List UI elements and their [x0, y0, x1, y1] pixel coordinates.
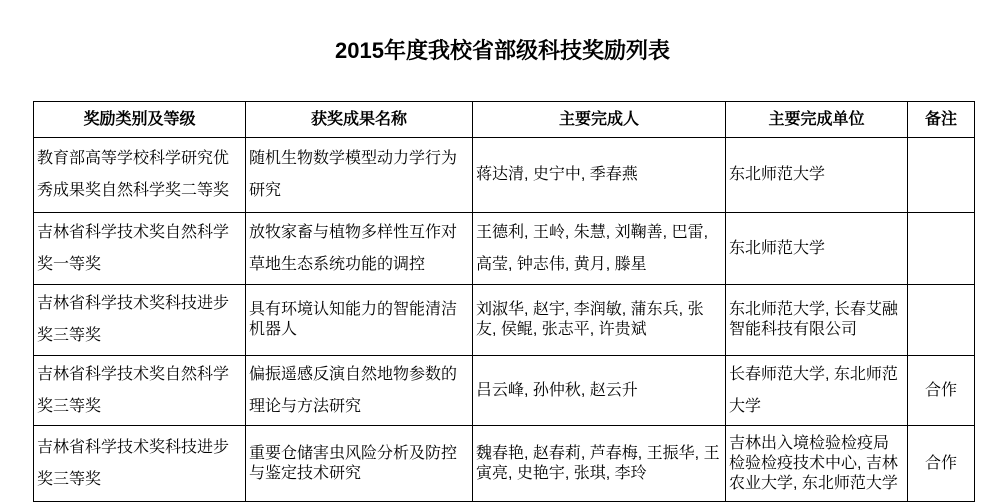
cell-main-units: 东北师范大学, 长春艾融智能科技有限公司	[726, 285, 908, 356]
column-header-remarks: 备注	[908, 102, 975, 138]
cell-main-units: 长春师范大学, 东北师范大学	[726, 356, 908, 426]
cell-main-contributors: 魏春艳, 赵春莉, 芦春梅, 王振华, 王寅亮, 史艳宇, 张琪, 李玲	[473, 426, 726, 502]
cell-main-contributors: 刘淑华, 赵宇, 李润敏, 蒲东兵, 张友, 侯鲲, 张志平, 许贵斌	[473, 285, 726, 356]
cell-award-category: 教育部高等学校科学研究优秀成果奖自然科学奖二等奖	[34, 138, 246, 213]
cell-achievement-name: 放牧家畜与植物多样性互作对草地生态系统功能的调控	[246, 213, 473, 285]
column-header-main-contributors: 主要完成人	[473, 102, 726, 138]
table-header-row	[34, 102, 975, 138]
column-header-main-units: 主要完成单位	[726, 102, 908, 138]
cell-main-contributors: 蒋达清, 史宁中, 季春燕	[473, 138, 726, 213]
cell-achievement-name: 随机生物数学模型动力学行为研究	[246, 138, 473, 213]
awards-table	[33, 101, 975, 502]
column-header-achievement-name: 获奖成果名称	[246, 102, 473, 138]
cell-remark: 合作	[908, 356, 975, 426]
cell-remark	[908, 285, 975, 356]
cell-award-category: 吉林省科学技术奖科技进步奖三等奖	[34, 426, 246, 502]
cell-achievement-name: 具有环境认知能力的智能清洁机器人	[246, 285, 473, 356]
cell-achievement-name: 重要仓储害虫风险分析及防控与鉴定技术研究	[246, 426, 473, 502]
cell-main-units: 东北师范大学	[726, 213, 908, 285]
cell-main-contributors: 吕云峰, 孙仲秋, 赵云升	[473, 356, 726, 426]
cell-remark	[908, 138, 975, 213]
cell-award-category: 吉林省科学技术奖自然科学奖一等奖	[34, 213, 246, 285]
cell-remark	[908, 213, 975, 285]
cell-main-units: 东北师范大学	[726, 138, 908, 213]
table-row	[34, 426, 975, 502]
cell-main-units: 吉林出入境检验检疫局检验检疫技术中心, 吉林农业大学, 东北师范大学	[726, 426, 908, 502]
cell-award-category: 吉林省科学技术奖自然科学奖三等奖	[34, 356, 246, 426]
table-row	[34, 285, 975, 356]
column-header-award-category: 奖励类别及等级	[34, 102, 246, 138]
page-title: 2015年度我校省部级科技奖励列表	[335, 38, 670, 63]
table-row	[34, 356, 975, 426]
cell-remark: 合作	[908, 426, 975, 502]
cell-award-category: 吉林省科学技术奖科技进步奖三等奖	[34, 285, 246, 356]
table-row	[34, 138, 975, 213]
cell-achievement-name: 偏振遥感反演自然地物参数的理论与方法研究	[246, 356, 473, 426]
table-row	[34, 213, 975, 285]
cell-main-contributors: 王德利, 王岭, 朱慧, 刘鞠善, 巴雷, 高莹, 钟志伟, 黄月, 滕星	[473, 213, 726, 285]
